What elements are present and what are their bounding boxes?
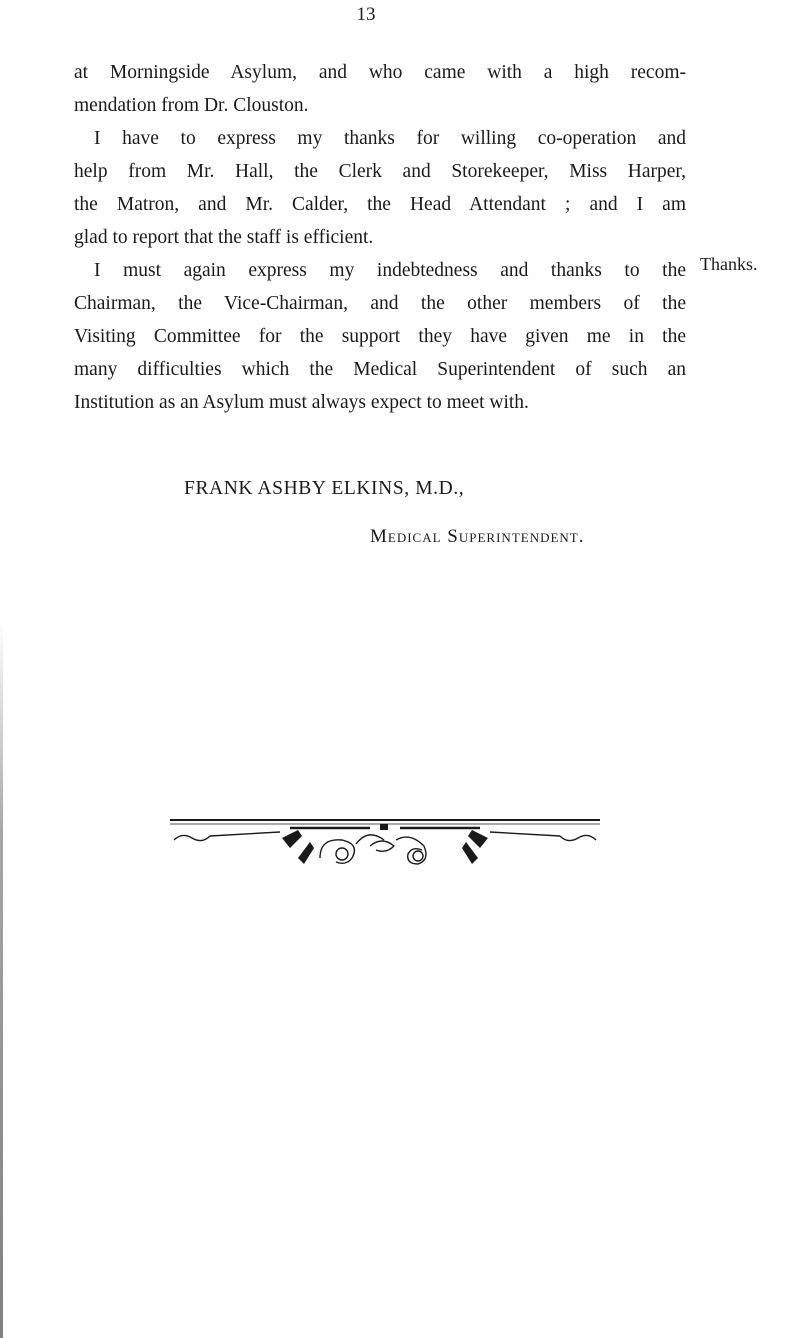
body-line: Institution as an Asylum must always expect to meet with. bbox=[74, 392, 529, 413]
body-text bbox=[74, 56, 686, 419]
signature-title: Medical Superintendent. bbox=[370, 526, 585, 547]
body-line: Visiting Committee for the support they have given me in the bbox=[74, 326, 686, 347]
body-line: I must again express my indebtedness and thanks to the bbox=[94, 260, 686, 281]
margin-note: Thanks. bbox=[700, 254, 758, 274]
printers-ornament-icon bbox=[170, 818, 600, 870]
body-line: Chairman, the Vice-Chairman, and the other members of the bbox=[74, 293, 686, 314]
page-edge-shadow bbox=[0, 620, 3, 1338]
body-line: the Matron, and Mr. Calder, the Head Attendant ; and I am bbox=[74, 194, 686, 215]
body-line: at Morningside Asylum, and who came with a high recom- bbox=[74, 62, 686, 83]
signature-name: FRANK ASHBY ELKINS, M.D., bbox=[184, 478, 465, 499]
page-number: 13 bbox=[356, 4, 376, 25]
body-line: I have to express my thanks for willing co-operation and bbox=[94, 128, 686, 149]
body-line: glad to report that the staff is efficient. bbox=[74, 227, 374, 248]
body-line: mendation from Dr. Clouston. bbox=[74, 95, 309, 116]
body-line: many difficulties which the Medical Superintendent of such an bbox=[74, 359, 686, 380]
body-line: help from Mr. Hall, the Clerk and Storekeeper, Miss Harper, bbox=[74, 161, 686, 182]
